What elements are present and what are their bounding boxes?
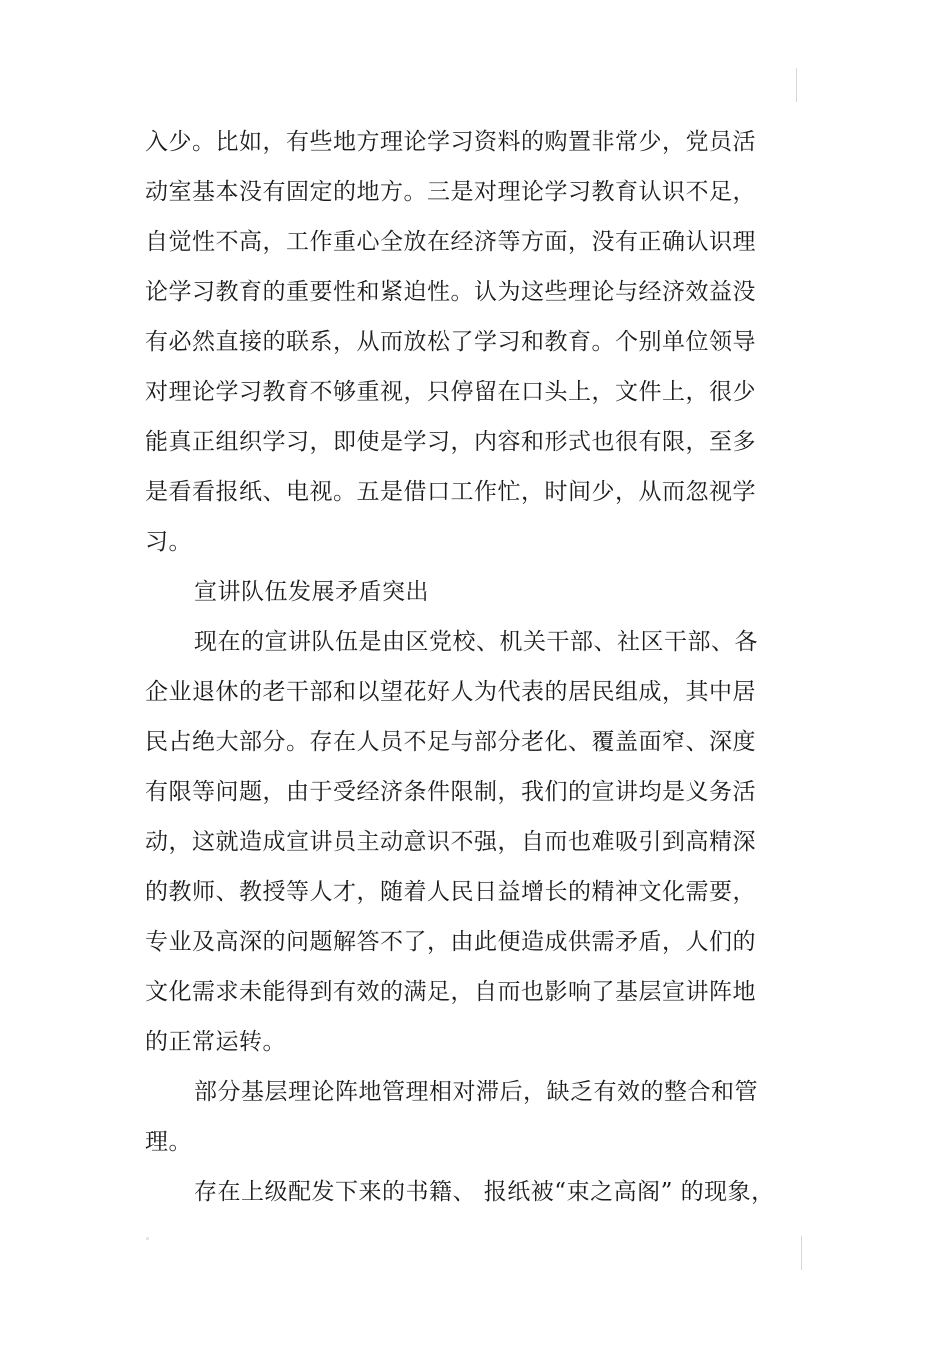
text-line: 有限等问题，由于受经济条件限制，我们的宣讲均是义务活 — [145, 779, 756, 805]
text-line: 部分基层理论阵地管理相对滞后，缺乏有效的整合和管 — [194, 1079, 758, 1105]
text-line: 现在的宣讲队伍是由区党校、机关干部、社区干部、各 — [194, 629, 758, 655]
document-body — [145, 117, 795, 1217]
text-line: 企业退休的老干部和以望花好人为代表的居民组成，其中居 — [145, 679, 756, 705]
text-line: 动室基本没有固定的地方。三是对理论学习教育认识不足， — [145, 179, 756, 205]
text-line: 宣讲队伍发展矛盾突出 — [194, 579, 429, 605]
text-line: 习。 — [145, 529, 192, 555]
text-line: 动，这就造成宣讲员主动意识不强，自而也难吸引到高精深 — [145, 829, 756, 855]
text-line: 论学习教育的重要性和紧迫性。认为这些理论与经济效益没 — [145, 279, 756, 305]
text-line: 的正常运转。 — [145, 1029, 286, 1055]
text-line: 有必然直接的联系，从而放松了学习和教育。个别单位领导 — [145, 329, 756, 355]
text-line: 文化需求未能得到有效的满足，自而也影响了基层宣讲阵地 — [145, 979, 756, 1005]
text-line: 入少。比如，有些地方理论学习资料的购置非常少，党员活 — [145, 129, 756, 155]
text-line: 对理论学习教育不够重视，只停留在口头上，文件上，很少 — [145, 379, 756, 405]
text-line: 理。 — [145, 1129, 192, 1155]
text-line: 专业及高深的问题解答不了，由此便造成供需矛盾，人们的 — [145, 929, 756, 955]
text-line: 自觉性不高，工作重心全放在经济等方面，没有正确认识理 — [145, 229, 756, 255]
page-corner-dot — [146, 1237, 149, 1240]
page-corner-mark-bottom — [801, 1236, 802, 1270]
text-line: 是看看报纸、电视。五是借口工作忙，时间少，从而忽视学 — [145, 479, 756, 505]
text-line: 的教师、教授等人才，随着人民日益增长的精神文化需要， — [145, 879, 756, 905]
page-corner-mark-top — [796, 68, 797, 102]
text-line: 民占绝大部分。存在人员不足与部分老化、覆盖面窄、深度 — [145, 729, 756, 755]
text-line: 存在上级配发下来的书籍、 报纸被“束之高阁” 的现象， — [194, 1179, 775, 1205]
text-line: 能真正组织学习，即使是学习，内容和形式也很有限，至多 — [145, 429, 756, 455]
